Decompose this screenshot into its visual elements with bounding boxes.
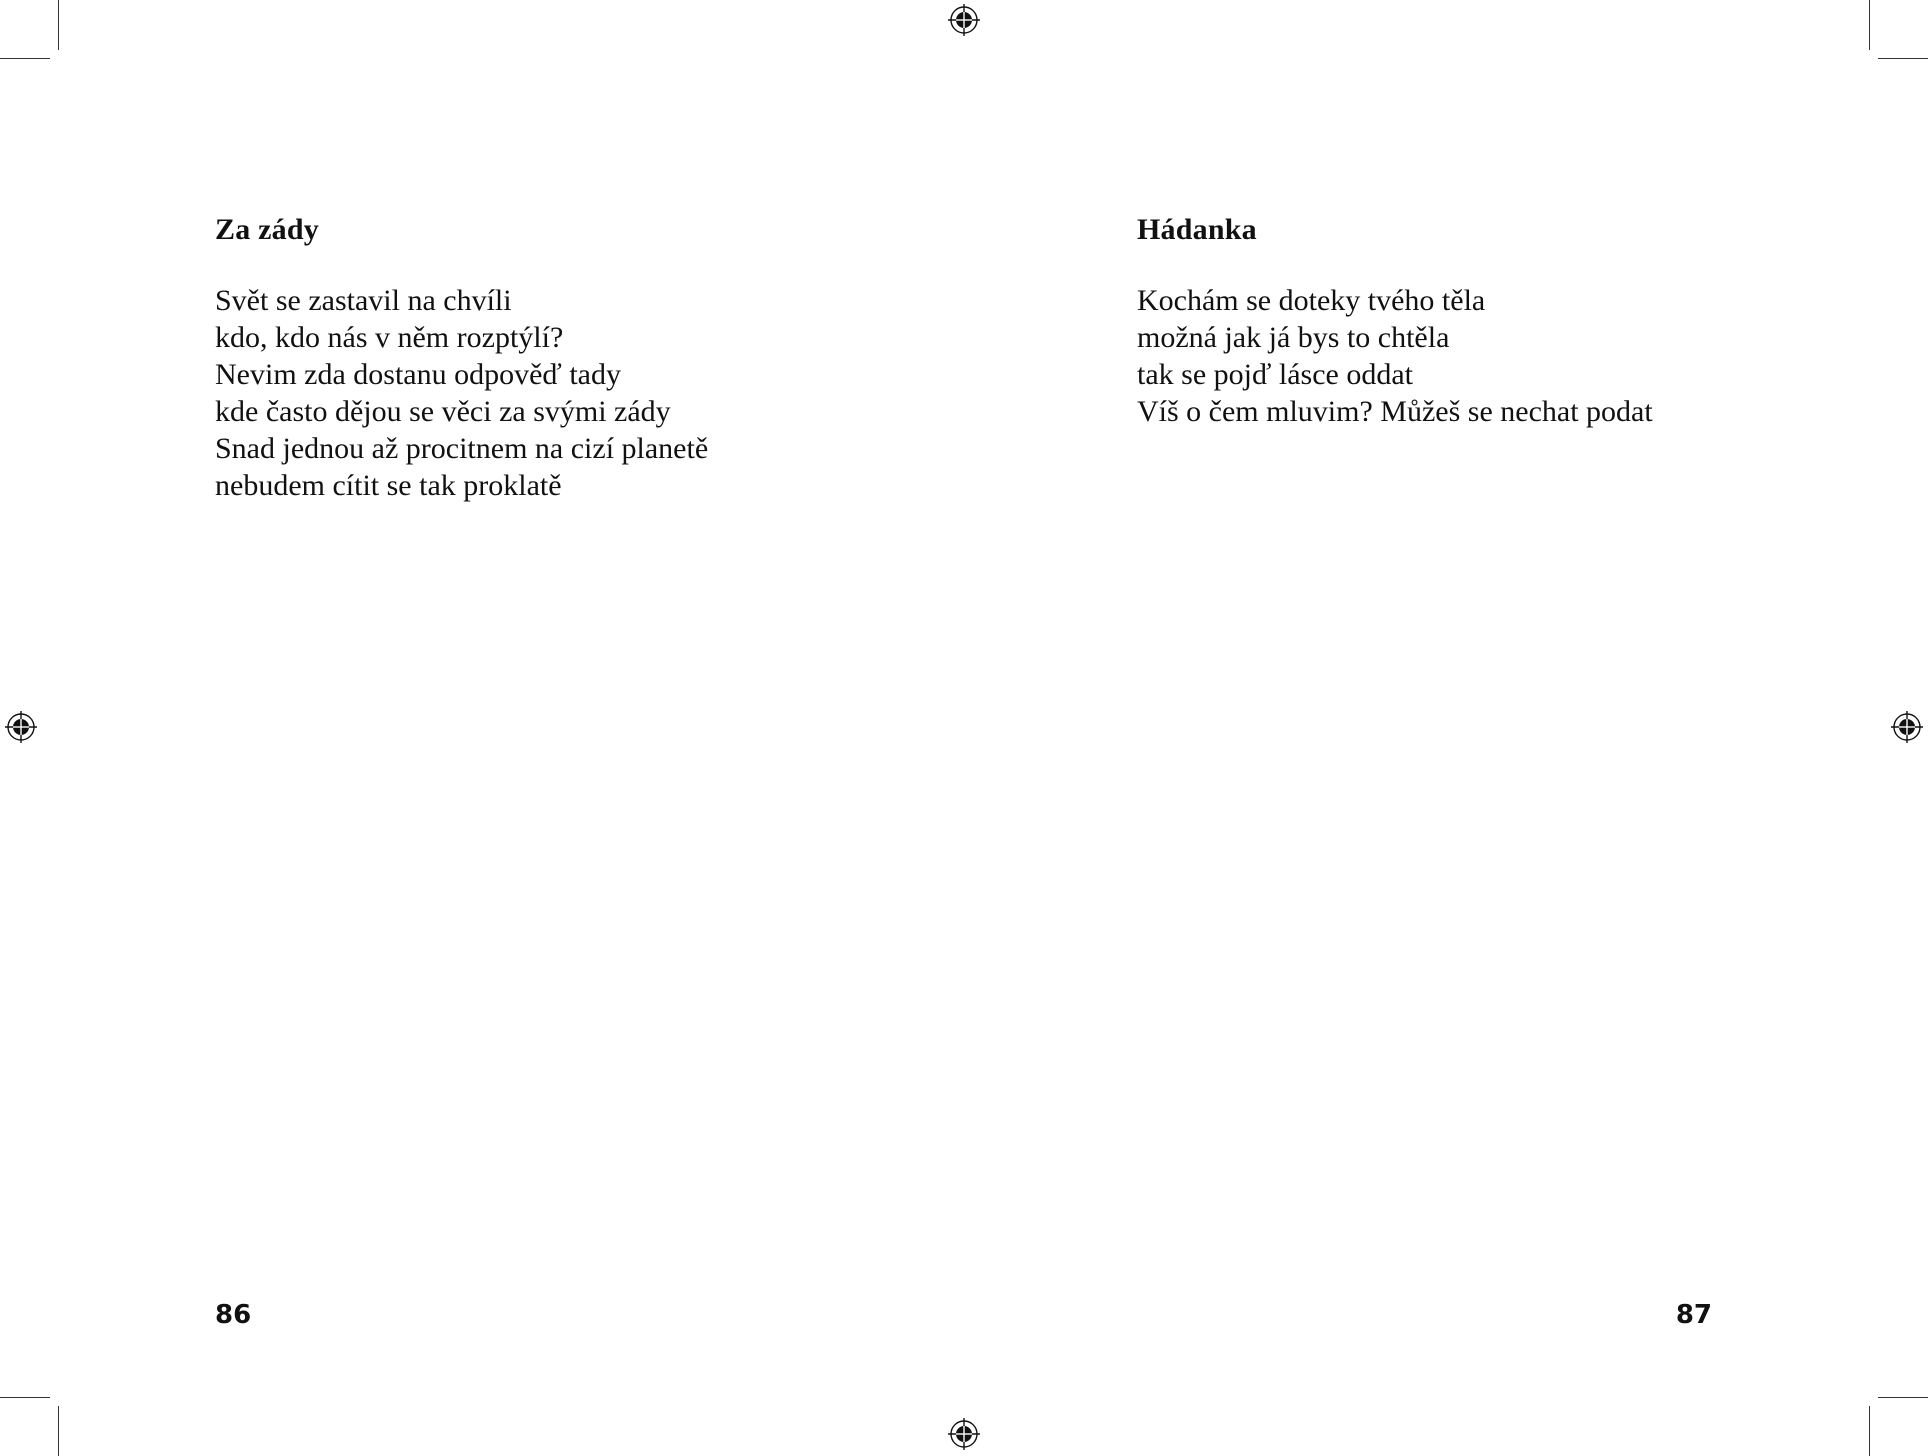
poem-line: Nevim zda dostanu odpověď tady bbox=[215, 358, 621, 391]
poem-line: Svět se zastavil na chvíli bbox=[215, 284, 512, 317]
page-number: 87 bbox=[1675, 1300, 1712, 1330]
right-page bbox=[964, 0, 1928, 1456]
poem-hadanka bbox=[1137, 210, 1653, 430]
poem-line: Kochám se doteky tvého těla bbox=[1137, 284, 1486, 317]
poem-line: Snad jednou až procitnem na cizí planetě bbox=[215, 432, 709, 465]
poem-title: Hádanka bbox=[1137, 213, 1257, 246]
poem-stanza bbox=[1137, 282, 1653, 430]
poem-line: Víš o čem mluvim? Můžeš se nechat podat bbox=[1137, 395, 1653, 428]
poem-line: možná jak já bys to chtěla bbox=[1137, 321, 1450, 354]
poem-title: Za zády bbox=[215, 213, 319, 246]
poem-line: nebudem cítit se tak proklatě bbox=[215, 469, 562, 502]
poem-line: kdo, kdo nás v něm rozptýlí? bbox=[215, 321, 564, 354]
poem-za-zady bbox=[215, 210, 708, 504]
poem-line: kde často dějou se věci za svými zády bbox=[215, 395, 671, 428]
poem-stanza bbox=[215, 282, 708, 504]
page-number: 86 bbox=[215, 1300, 252, 1330]
poem-line: tak se pojď lásce oddat bbox=[1137, 358, 1413, 391]
